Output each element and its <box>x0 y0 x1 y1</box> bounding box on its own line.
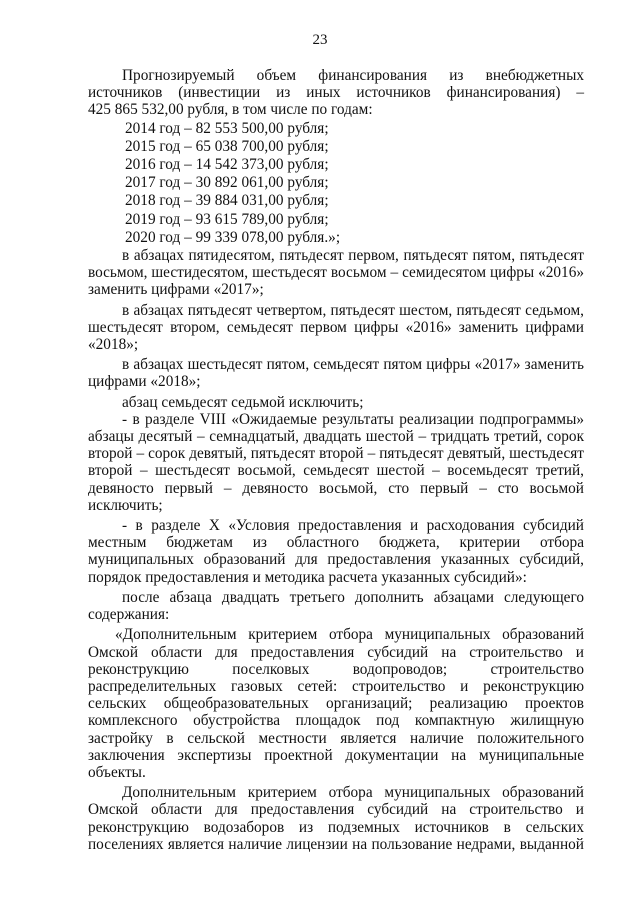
text-line: «2018»; <box>88 336 139 354</box>
text-line: реконструкцию водозаборов из подземных источников в сельских <box>88 818 584 836</box>
text-line: Омской области для предоставления субсидий на строительство и <box>88 643 584 661</box>
text-line: в абзацах шестьдесят пятом, семьдесят пятом цифры «2017» заменить <box>122 356 584 374</box>
text-line: поселениях является наличие лицензии на пользование недрами, выданной <box>88 835 584 853</box>
text-line: Прогнозируемый объем финансирования из внебюджетных <box>122 67 584 84</box>
text-line: Дополнительным критерием отбора муниципальных образований <box>122 784 584 802</box>
text-line: в абзацах пятидесятом, пятьдесят первом, пятьдесят пятом, пятьдесят <box>122 247 584 265</box>
text-line: «Дополнительным критерием отбора муниципальных образований <box>115 626 584 644</box>
text-line: объекты. <box>88 763 146 781</box>
text-line: реконструкцию поселковых водопроводов; строительство <box>88 660 584 678</box>
text-line: 2020 год – 99 339 078,00 рубля.»; <box>125 228 341 246</box>
document-body <box>88 67 584 853</box>
text-line: Омской области для предоставления субсидий на строительство и <box>88 801 584 819</box>
text-line: абзацы десятый – семнадцатый, двадцать шестой – тридцать третий, сорок <box>88 428 584 446</box>
text-line: 2018 год – 39 884 031,00 рубля; <box>125 192 329 210</box>
text-line: восьмом, шестидесятом, шестьдесят восьмом – семидесятом цифры «2016» <box>88 264 584 282</box>
text-line: исключить; <box>88 496 163 514</box>
text-line: 2014 год – 82 553 500,00 рубля; <box>125 119 329 137</box>
text-line: 2017 год – 30 892 061,00 рубля; <box>125 174 329 192</box>
text-line: комплексного обустройства площадок под компактную жилищную <box>88 712 584 730</box>
text-line: после абзаца двадцать третьего дополнить абзацами следующего <box>122 588 584 606</box>
text-line: содержания: <box>88 606 170 624</box>
text-line: второй – сорок девятый, пятьдесят второй – пятьдесят девятый, шестьдесят <box>88 445 584 463</box>
text-line: сельских общеобразовательных организаций; реализацию проектов <box>88 695 584 713</box>
text-line: девяносто первый – девяносто восьмой, сто первый – сто восьмой <box>88 479 584 497</box>
text-line: заменить цифрами «2017»; <box>88 281 264 299</box>
text-line: 2019 год – 93 615 789,00 рубля; <box>125 210 329 228</box>
text-line: - в разделе VIII «Ожидаемые результаты реализации подпрограммы» <box>122 410 584 428</box>
text-line: абзац семьдесят седьмой исключить; <box>122 393 364 411</box>
text-line: источников (инвестиции из иных источников финансирования) – <box>88 84 584 102</box>
text-line: порядок предоставления и методика расчета указанных субсидий»: <box>88 568 527 586</box>
page-number: 23 <box>312 32 328 48</box>
text-line: заключения экспертизы проектной документации на муниципальные <box>88 746 584 764</box>
text-line: - в разделе X «Условия предоставления и расходования субсидий <box>122 517 584 535</box>
text-line: второй – шестьдесят восьмой, семьдесят шестой – восемьдесят третий, <box>88 462 584 480</box>
text-line: в абзацах пятьдесят четвертом, пятьдесят шестом, пятьдесят седьмом, <box>122 301 584 319</box>
text-line: муниципальных образований для предоставления указанных субсидий, <box>88 551 584 569</box>
text-line: застройку в сельской местности является наличие положительного <box>88 729 584 747</box>
text-line: шестьдесят втором, семьдесят первом цифры «2016» заменить цифрами <box>88 318 584 336</box>
text-line: распределительных газовых сетей: строительство и реконструкцию <box>88 677 584 695</box>
text-line: местным бюджетам из областного бюджета, критерии отбора <box>88 534 584 552</box>
text-line: 2015 год – 65 038 700,00 рубля; <box>125 137 329 155</box>
text-line: 425 865 532,00 рубля, в том числе по годам: <box>88 101 373 119</box>
text-line: цифрами «2018»; <box>88 373 201 391</box>
text-line: 2016 год – 14 542 373,00 рубля; <box>125 156 329 174</box>
